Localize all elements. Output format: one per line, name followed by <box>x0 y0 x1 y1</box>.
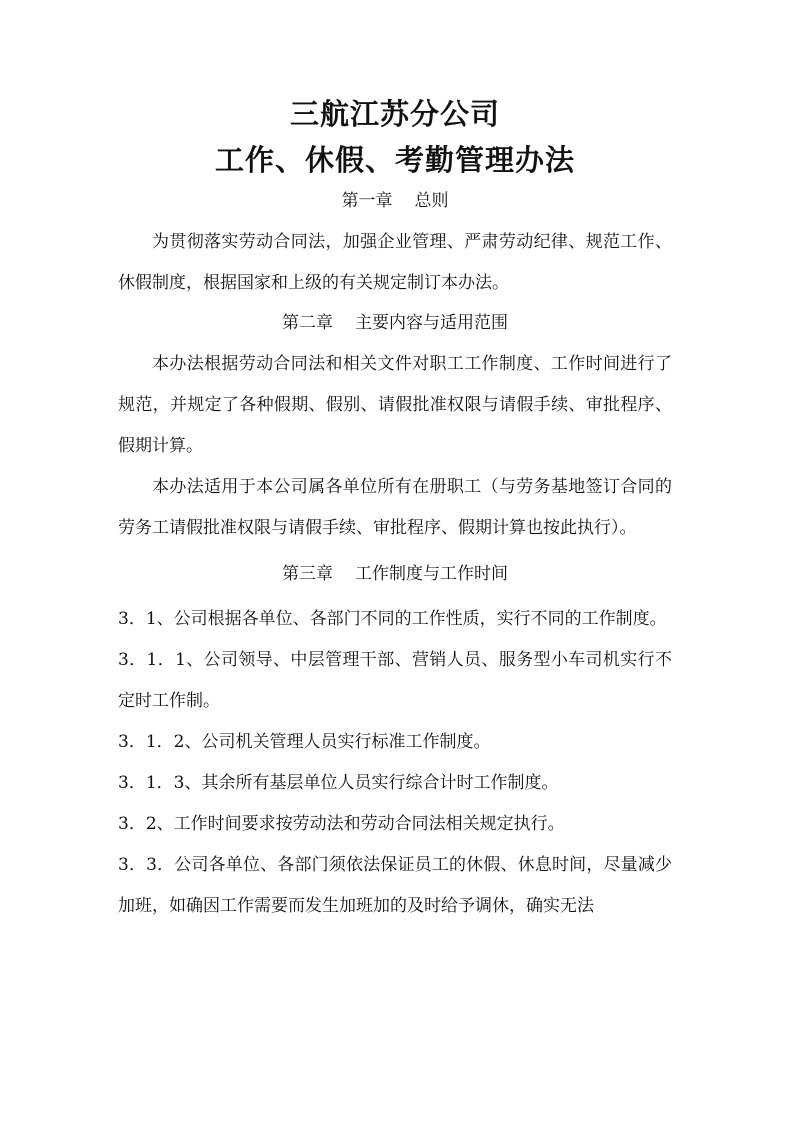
chapter-1-heading <box>118 188 672 214</box>
clause-3-1: 3．1、公司根据各单位、各部门不同的工作性质，实行不同的工作制度。 <box>118 609 667 629</box>
chapter-3-heading <box>118 561 672 587</box>
chapter-2-paragraph-2: 本办法适用于本公司属各单位所有在册职工（与劳务基地签订合同的劳务工请假批准权限与请假手续、审批程序、假期计算也按此执行）。 <box>118 477 672 538</box>
document-title-company: 三航江苏分公司 <box>289 97 500 131</box>
chapter-2-paragraph-1: 本办法根据劳动合同法和相关文件对职工工作制度、工作时间进行了规范，并规定了各种假期、假别、请假批准权限与请假手续、审批程序、假期计算。 <box>118 354 672 456</box>
chapter-2-title: 主要内容与适用范围 <box>355 313 508 333</box>
chapter-1-number: 第一章 <box>341 191 393 211</box>
chapter-1-paragraph: 为贯彻落实劳动合同法，加强企业管理、严肃劳动纪律、规范工作、休假制度，根据国家和上级的有关规定制订本办法。 <box>118 232 672 293</box>
chapter-2-heading <box>118 310 672 336</box>
clause-3-3: 3．3．公司各单位、各部门须依法保证员工的休假、休息时间，尽量减少加班，如确因工作需要而发生加班加的及时给予调休，确实无法 <box>118 855 672 916</box>
chapter-2-number: 第二章 <box>282 313 333 333</box>
chapter-3-title: 工作制度与工作时间 <box>355 564 508 584</box>
chapter-1-title: 总则 <box>414 191 449 211</box>
clause-3-2: 3．2、工作时间要求按劳动法和劳动合同法相关规定执行。 <box>118 814 565 834</box>
chapter-3-number: 第三章 <box>282 564 333 584</box>
clause-3-1-3: 3．1．3、其余所有基层单位人员实行综合计时工作制度。 <box>118 773 559 793</box>
clause-3-1-1: 3．1．1、公司领导、中层管理干部、营销人员、服务型小车司机实行不定时工作制。 <box>118 650 672 711</box>
clause-3-1-2: 3．1．2、公司机关管理人员实行标准工作制度。 <box>118 732 491 752</box>
document-title-regulation: 工作、休假、考勤管理办法 <box>214 143 575 177</box>
